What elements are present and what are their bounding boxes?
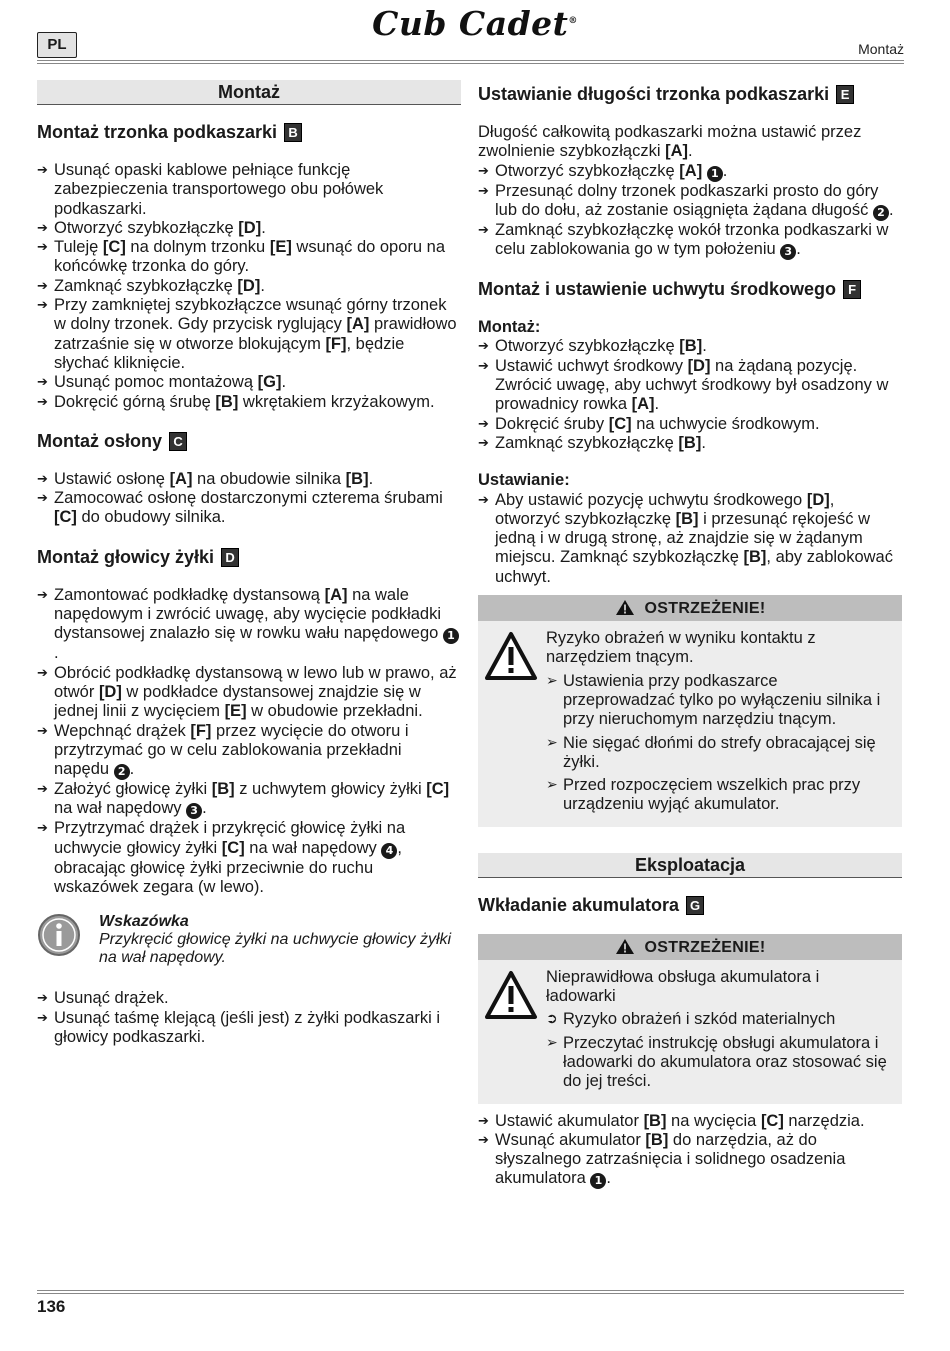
step-text: . [54, 644, 59, 663]
step-text: na wał napędowy [244, 838, 382, 857]
note-text: Przykręcić głowicę żyłki na uchwycie głowicy żyłki na wał napędowy. [99, 931, 452, 967]
step-text [702, 162, 707, 180]
warning-lead: Ryzyko obrażeń w wyniku kontaktu z narzędziem tnącym. [546, 629, 816, 667]
step-list [37, 586, 461, 898]
step-text: wkrętakiem krzyżakowym. [238, 392, 435, 411]
step-text: Usunąć pomoc montażową [54, 373, 258, 392]
step-text: . [654, 395, 660, 414]
heading-battery: Wkładanie akumulatora G [478, 894, 902, 916]
step-text: Ustawić uchwyt środkowy [495, 356, 688, 375]
step-text: Dokręcić śruby [495, 414, 609, 433]
step-list [37, 989, 461, 1047]
part-reference: [F] [325, 334, 347, 353]
step-text: na żądaną pozycję. Zwrócić uwagę, aby uchwyt środkowy był osadzony w prowadnicy rowka [495, 356, 889, 414]
warning-item [546, 776, 892, 815]
step-number-marker: 1 [707, 166, 723, 182]
step-text: Wepchnąć drążek [54, 721, 191, 740]
part-reference: [A] [346, 315, 370, 334]
part-reference: [A] [169, 469, 193, 488]
part-reference: [B] [679, 337, 703, 356]
step-text: . [796, 240, 801, 259]
warning-item-text: Nie sięgać dłońmi do strefy obracającej się żyłki. [563, 733, 876, 771]
warning-header: OSTRZEŻENIE! [478, 934, 902, 960]
step-list [478, 337, 902, 453]
step-text: . [281, 373, 287, 392]
step-text: . [261, 218, 266, 237]
step-text: Założyć głowicę żyłki [54, 780, 212, 799]
step-item [478, 162, 902, 182]
part-reference: [B] [743, 548, 767, 567]
step-list [478, 1112, 902, 1190]
step-text: na wale napędowym i zwrócić uwagę, aby wycięcie podkładki dystansowej znalazło się w rowku wału napędowego [54, 585, 443, 643]
warning-list [546, 1010, 892, 1091]
step-text: , otworzyć szybkozłączkę [495, 490, 835, 528]
step-number-marker: 1 [443, 628, 459, 644]
step-text: Otworzyć szybkozłączkę [495, 337, 680, 356]
step-text: do narzędzia, aż do słyszalnego zatrzaśnięcia i solidnego osadzenia akumulatora [495, 1130, 846, 1188]
step-text: . [202, 799, 207, 818]
step-text: Otworzyć szybkozłączkę [495, 161, 680, 180]
step-item [37, 373, 461, 392]
part-reference: [D] [98, 682, 122, 701]
figure-badge: F [843, 280, 861, 299]
step-text: na dolnym trzonku [125, 238, 270, 257]
step-item [37, 489, 461, 528]
step-item [37, 819, 461, 897]
step-text: . [702, 337, 707, 356]
step-text: na wał napędowy [54, 799, 187, 818]
step-text: Zamknąć szybkozłączkę wokół trzonka podkaszarki w celu zablokowania go w tym położeniu [495, 220, 889, 259]
step-item [37, 586, 461, 664]
step-text: Przesunąć dolny trzonek podkaszarki prosto do góry lub do dołu, aż zostanie osiągnięta żądana długość [495, 181, 879, 219]
warning-list [546, 672, 892, 815]
header-section-title: Montaż [858, 41, 904, 57]
step-text: na uchwycie środkowym. [631, 414, 820, 433]
figure-badge: D [221, 548, 239, 567]
step-number-marker: 2 [114, 764, 130, 780]
bullet-arrow-icon: ➢ [546, 1034, 558, 1051]
part-reference: [D] [806, 490, 830, 509]
warning-triangle-icon [615, 938, 635, 955]
heading-length: Ustawianie długości trzonka podkaszarki E [478, 83, 902, 105]
part-reference: [C] [102, 238, 126, 257]
step-text: . [368, 469, 374, 488]
step-text: . [129, 760, 135, 779]
subheading-adjust: Ustawianie: [478, 471, 570, 490]
part-reference: [B] [678, 433, 702, 452]
part-reference: [D] [238, 218, 262, 237]
part-reference: [E] [224, 702, 247, 721]
step-list [478, 162, 902, 261]
step-text: i przesunąć rękojeść w jedną i w drugą stronę, aż znajdzie się w żądanym miejscu. Zamknąć szybkozłączkę [495, 509, 871, 567]
heading-shaft: Montaż trzonka podkaszarki B [37, 121, 461, 143]
step-item [478, 357, 902, 415]
warning-triangle-icon [484, 631, 538, 686]
warning-triangle-icon [615, 599, 635, 616]
step-text: Przytrzymać drążek i przykręcić głowicę żyłki na uchwycie głowicy żyłki [54, 819, 406, 857]
bullet-arrow-icon: ➢ [546, 777, 558, 794]
step-item [37, 470, 461, 489]
step-text: do obudowy silnika. [76, 508, 226, 527]
part-reference: [B] [345, 469, 369, 488]
step-item [478, 1131, 902, 1190]
part-reference: [B] [215, 392, 239, 411]
step-text: Usunąć taśmę klejącą (jeśli jest) z żyłki podkaszarki i głowicy podkaszarki. [54, 1008, 441, 1046]
part-reference: [D] [237, 276, 261, 295]
part-reference: [A] [665, 142, 688, 161]
step-text: na wycięcia [666, 1111, 761, 1130]
heading-handle: Montaż i ustawienie uchwytu środkowego F [478, 278, 902, 300]
step-text: Wsunąć akumulator [495, 1130, 646, 1149]
step-item [478, 1112, 902, 1131]
header-rule [37, 60, 904, 64]
figure-badge: C [169, 432, 187, 451]
warning-item-text: Przed rozpoczęciem wszelkich prac przy urządzeniu wyjąć akumulator. [563, 776, 861, 814]
warning-item [546, 1034, 892, 1092]
right-column [478, 80, 902, 1207]
part-reference: [B] [645, 1130, 669, 1149]
step-text: Dokręcić górną śrubę [54, 392, 216, 411]
part-reference: [B] [675, 509, 699, 528]
step-item [37, 1009, 461, 1048]
step-text: wsunąć do oporu na końcówkę trzonka do góry. [54, 238, 446, 276]
step-text: Obrócić podkładkę dystansową w lewo lub w prawo, aż otwór [54, 663, 457, 701]
warning-triangle-icon [484, 970, 538, 1025]
part-reference: [A] [679, 161, 703, 180]
warning-body [478, 960, 902, 1104]
info-icon [37, 913, 81, 962]
step-text: Zamontować podkładkę dystansową [54, 585, 325, 604]
warning-item [546, 672, 892, 730]
step-item [478, 491, 902, 587]
step-text: Zamknąć szybkozłączkę [54, 276, 238, 295]
step-text: Ustawić osłonę [54, 469, 170, 488]
step-list [37, 161, 461, 412]
step-text: , obracając głowicę żyłki przeciwnie do ruchu wskazówek zegara (w lewo). [54, 838, 402, 897]
figure-badge: E [836, 85, 854, 104]
step-text: . [888, 200, 894, 219]
step-list [37, 470, 461, 528]
step-text: Tuleję [54, 238, 103, 257]
warning-body [478, 621, 902, 827]
step-text: Długość całkowitą podkaszarki można ustawić przez zwolnienie szybkozłączki [478, 123, 862, 161]
warning-box-cutting [478, 595, 902, 827]
bullet-arrow-icon: ➲ [546, 1011, 558, 1028]
subheading-mount: Montaż: [478, 318, 541, 337]
part-reference: [C] [221, 838, 245, 857]
step-text: . [701, 433, 706, 452]
step-item [37, 219, 461, 238]
warning-item-text: Przeczytać instrukcję obsługi akumulatora i ładowarki do akumulatora oraz stosować się do jej treści. [563, 1033, 887, 1091]
figure-badge: B [284, 123, 302, 142]
intro-paragraph [478, 123, 902, 162]
step-text: z uchwytem głowicy żyłki [234, 780, 427, 799]
step-item [37, 664, 461, 722]
section-title-eksploatacja: Eksploatacja [478, 853, 902, 878]
step-list [478, 491, 902, 587]
step-item [37, 161, 461, 219]
step-item [478, 434, 902, 453]
step-item [478, 415, 902, 434]
part-reference: [B] [643, 1111, 667, 1130]
part-reference: [C] [426, 780, 450, 799]
part-reference: [B] [211, 780, 235, 799]
bullet-arrow-icon: ➢ [546, 734, 558, 751]
step-text: . [260, 276, 265, 295]
part-reference: [C] [54, 508, 77, 527]
part-reference: [A] [631, 395, 655, 414]
step-text: . [722, 161, 728, 180]
step-number-marker: 3 [780, 244, 796, 260]
step-text: Przy zamkniętej szybkozłączce wsunąć górny trzonek w dolny trzonek. Gdy przycisk ryglujący [54, 296, 447, 334]
step-text: Usunąć drążek. [54, 989, 169, 1008]
step-item [478, 182, 902, 221]
footer-rule [37, 1290, 904, 1294]
part-reference: [E] [269, 238, 292, 257]
step-text: Usunąć opaski kablowe pełniące funkcję zabezpieczenia transportowego obu połówek podkaszarki. [54, 161, 384, 218]
step-text: , będzie słychać kliknięcie. [54, 334, 405, 372]
step-text: Ustawić akumulator [495, 1111, 644, 1130]
step-text: , aby zablokować uchwyt. [495, 548, 893, 586]
step-text: . [687, 142, 693, 161]
step-number-marker: 4 [381, 843, 397, 859]
step-item [37, 722, 461, 781]
step-number-marker: 1 [590, 1173, 606, 1189]
step-item [478, 337, 902, 356]
step-text: Zamocować osłonę dostarczonymi czterema śrubami [54, 489, 443, 508]
warning-item [546, 734, 892, 773]
part-reference: [A] [324, 585, 348, 604]
left-column [37, 80, 461, 1065]
step-text: w obudowie przekładni. [246, 702, 423, 721]
step-item [37, 989, 461, 1008]
warning-item-text: Ustawienia przy podkaszarce przeprowadzać tylko po wyłączeniu silnika i przy nieruchomym narzędziu tnącym. [563, 671, 881, 729]
warning-box-battery [478, 934, 902, 1104]
warning-item-text: Ryzyko obrażeń i szkód materialnych [563, 1010, 836, 1029]
part-reference: [C] [760, 1111, 784, 1130]
step-item [37, 780, 461, 819]
heading-line-head: Montaż głowicy żyłki D [37, 546, 461, 568]
step-text: narzędzia. [783, 1111, 865, 1130]
part-reference: [D] [687, 356, 711, 375]
step-text: w podkładce dystansowej znajdzie się w jednej linii z wycięciem [54, 682, 421, 721]
part-reference: [G] [257, 373, 282, 392]
step-text: na obudowie silnika [192, 469, 346, 488]
step-text: Aby ustawić pozycję uchwytu środkowego [495, 490, 807, 509]
step-text: Otworzyć szybkozłączkę [54, 218, 239, 237]
part-reference: [F] [190, 721, 212, 740]
heading-guard: Montaż osłony C [37, 430, 461, 452]
step-number-marker: 2 [873, 205, 889, 221]
note-box [37, 913, 461, 967]
step-text: prawidłowo zatrzaśnie się w otworze blokującym [54, 315, 457, 353]
language-badge: PL [37, 32, 77, 58]
part-reference: [C] [608, 414, 632, 433]
section-title-montaz: Montaż [37, 80, 461, 105]
step-text: przez wycięcie do otworu i przytrzymać go w celu zablokowania przekładni napędu [54, 721, 409, 779]
warning-header: OSTRZEŻENIE! [478, 595, 902, 621]
step-item [37, 393, 461, 412]
step-item [37, 277, 461, 296]
page-number: 136 [37, 1297, 66, 1316]
figure-badge: G [686, 896, 704, 915]
step-item [37, 296, 461, 373]
brand-logo: Cub Cadet® [372, 4, 578, 43]
warning-item [546, 1010, 892, 1029]
step-number-marker: 3 [186, 803, 202, 819]
step-text: Zamknąć szybkozłączkę [495, 433, 679, 452]
step-item [478, 221, 902, 260]
step-item [37, 238, 461, 277]
note-title: Wskazówka [99, 913, 189, 931]
bullet-arrow-icon: ➢ [546, 672, 558, 689]
warning-lead: Nieprawidłowa obsługa akumulatora i ładowarki [546, 967, 820, 1006]
step-text: . [606, 1169, 611, 1188]
